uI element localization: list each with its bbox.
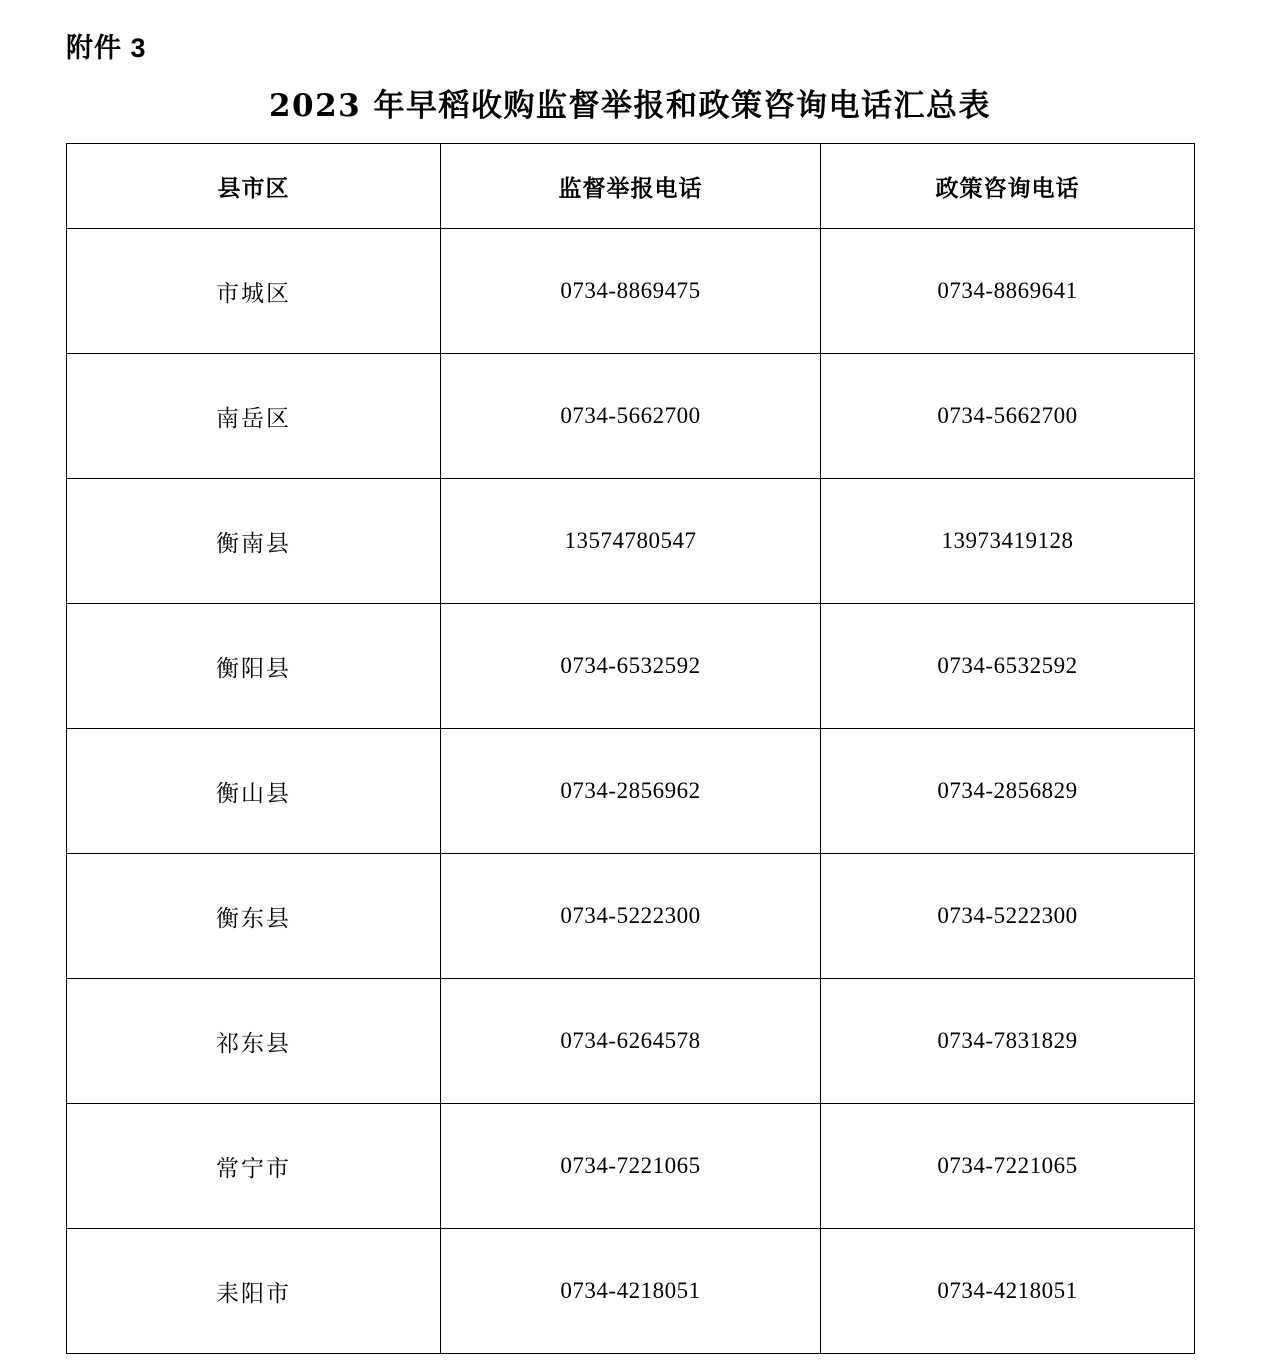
table-row (67, 854, 1195, 979)
cell-policy-phone: 0734-7831829 (821, 979, 1195, 1104)
table-row (67, 229, 1195, 354)
table-row (67, 479, 1195, 604)
phone-table-container (66, 143, 1194, 1354)
table-row (67, 1104, 1195, 1229)
cell-policy-phone: 0734-7221065 (821, 1104, 1195, 1229)
cell-policy-phone: 13973419128 (821, 479, 1195, 604)
attachment-label: 附件 3 (66, 33, 147, 63)
table-header-row (67, 144, 1195, 229)
page-title: 2023 年早稻收购监督举报和政策咨询电话汇总表 (268, 88, 992, 124)
cell-region: 常宁市 (67, 1104, 441, 1229)
cell-region: 衡阳县 (67, 604, 441, 729)
cell-report-phone: 0734-4218051 (441, 1229, 821, 1354)
cell-region: 南岳区 (67, 354, 441, 479)
cell-policy-phone: 0734-6532592 (821, 604, 1195, 729)
cell-policy-phone: 0734-8869641 (821, 229, 1195, 354)
table-row (67, 604, 1195, 729)
cell-region: 祁东县 (67, 979, 441, 1104)
cell-report-phone: 0734-8869475 (441, 229, 821, 354)
cell-policy-phone: 0734-4218051 (821, 1229, 1195, 1354)
cell-report-phone: 0734-6532592 (441, 604, 821, 729)
column-header-policy-phone: 政策咨询电话 (821, 144, 1195, 229)
table-row (67, 729, 1195, 854)
table-row (67, 979, 1195, 1104)
cell-report-phone: 0734-5222300 (441, 854, 821, 979)
cell-report-phone: 0734-6264578 (441, 979, 821, 1104)
cell-region: 衡山县 (67, 729, 441, 854)
cell-policy-phone: 0734-2856829 (821, 729, 1195, 854)
phone-summary-table (66, 143, 1195, 1354)
cell-report-phone: 0734-5662700 (441, 354, 821, 479)
cell-region: 耒阳市 (67, 1229, 441, 1354)
cell-report-phone: 0734-2856962 (441, 729, 821, 854)
column-header-region: 县市区 (67, 144, 441, 229)
table-row (67, 354, 1195, 479)
cell-policy-phone: 0734-5222300 (821, 854, 1195, 979)
cell-region: 市城区 (67, 229, 441, 354)
cell-region: 衡东县 (67, 854, 441, 979)
cell-report-phone: 0734-7221065 (441, 1104, 821, 1229)
cell-policy-phone: 0734-5662700 (821, 354, 1195, 479)
cell-report-phone: 13574780547 (441, 479, 821, 604)
column-header-report-phone: 监督举报电话 (441, 144, 821, 229)
cell-region: 衡南县 (67, 479, 441, 604)
table-row (67, 1229, 1195, 1354)
table-body (67, 229, 1195, 1354)
